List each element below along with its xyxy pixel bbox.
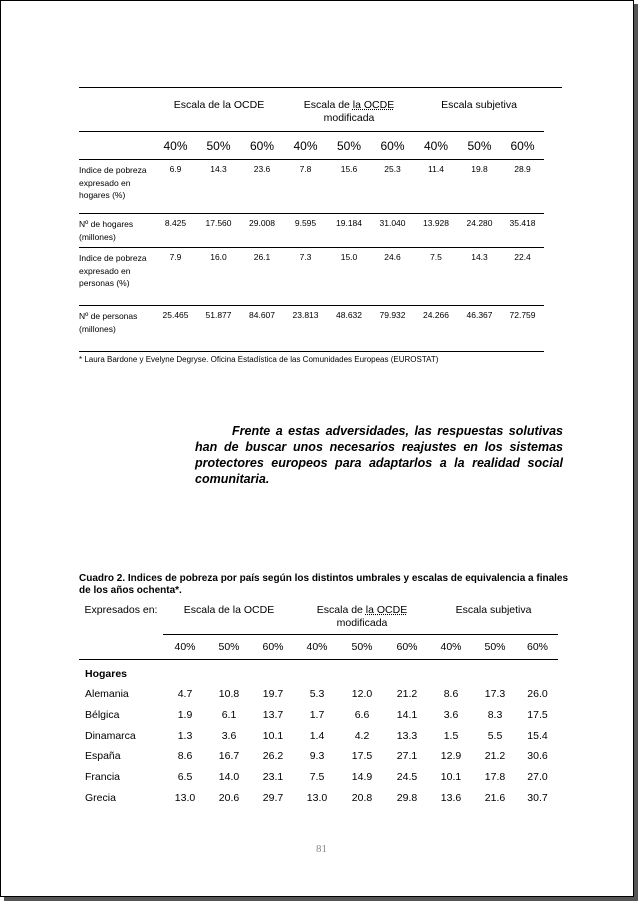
row-label: Indice de pobreza expresado en personas (%)	[79, 248, 154, 306]
section-label: Hogares	[85, 668, 128, 680]
cell: 24.6	[371, 248, 414, 306]
cell: 9.3	[309, 750, 325, 763]
table-row	[79, 705, 558, 726]
pct-cell: 60%	[371, 132, 414, 160]
pct-cell: 60%	[240, 132, 284, 160]
row-label: Nº de hogares (millones)	[79, 214, 154, 248]
row-label: Nº de personas (millones)	[79, 306, 154, 352]
pct-cell: 60%	[501, 132, 544, 160]
cell: 8.425	[154, 214, 197, 248]
cell: 11.4	[414, 160, 458, 214]
table2-section-row	[79, 660, 558, 685]
table-row	[79, 248, 544, 306]
pct-cell: 60%	[385, 635, 429, 660]
top-rule	[79, 87, 562, 88]
group-text: modificada	[323, 112, 375, 124]
pct-cell: 40%	[414, 132, 458, 160]
cell: 84.607	[240, 306, 284, 352]
poverty-table-2	[79, 600, 558, 808]
cell: 9.595	[284, 214, 327, 248]
pct-cell: 50%	[339, 635, 385, 660]
cell: 25.3	[371, 160, 414, 214]
table2-group-subjetiva: Escala subjetiva	[429, 600, 558, 635]
pct-cell: 50%	[207, 635, 251, 660]
cell: 14.0	[218, 771, 240, 784]
cell: 21.2	[484, 750, 506, 763]
cell: 26.0	[527, 688, 548, 701]
cell: 13.928	[414, 214, 458, 248]
cell: 4.2	[354, 729, 370, 742]
pct-cell: 50%	[197, 132, 240, 160]
country-name: España	[85, 750, 121, 763]
cell: 16.7	[218, 750, 240, 763]
cell: 8.3	[487, 709, 503, 722]
cell: 21.6	[484, 791, 506, 804]
group-text: Escala de	[303, 99, 353, 111]
cell: 10.8	[218, 688, 240, 701]
cell: 12.0	[351, 688, 373, 701]
cell: 19.184	[327, 214, 371, 248]
group-text-underlined: la OCDE	[365, 604, 408, 616]
cell: 17.560	[197, 214, 240, 248]
group-text: Escala de	[316, 604, 366, 616]
cell: 26.1	[240, 248, 284, 306]
cell: 6.5	[177, 771, 193, 784]
cell: 19.7	[262, 688, 284, 701]
cell: 15.0	[327, 248, 371, 306]
cell: 15.6	[327, 160, 371, 214]
cell: 24.280	[458, 214, 501, 248]
pct-cell: 40%	[154, 132, 197, 160]
cell: 13.0	[174, 791, 196, 804]
table1-group-ocde: Escala de la OCDE	[154, 95, 284, 132]
table2-caption: Cuadro 2. Indices de pobreza por país según los distintos umbrales y escalas de equivalencia a finales de los años ochenta*.	[79, 573, 569, 596]
cell: 7.8	[284, 160, 327, 214]
cell: 20.6	[218, 791, 240, 804]
cell: 7.9	[154, 248, 197, 306]
table-row	[79, 684, 558, 705]
cell: 31.040	[371, 214, 414, 248]
cell: 29.8	[396, 791, 418, 804]
cell: 1.3	[177, 729, 193, 742]
cell: 16.0	[197, 248, 240, 306]
cell: 72.759	[501, 306, 544, 352]
table2-group-ocde-mod	[295, 600, 429, 635]
cell: 13.0	[306, 791, 328, 804]
cell: 14.1	[396, 709, 418, 722]
table2-group-ocde: Escala de la OCDE	[163, 600, 295, 635]
table1-footnote: * Laura Bardone y Evelyne Degryse. Oficina Estadística de las Comunidades Europeas (EUROSTAT)	[79, 355, 439, 364]
quote-paragraph	[195, 423, 563, 487]
pct-cell: 60%	[517, 635, 558, 660]
cell: 46.367	[458, 306, 501, 352]
cell: 1.7	[309, 709, 325, 722]
cell: 20.8	[351, 791, 373, 804]
poverty-table-1	[79, 95, 544, 352]
cell: 19.8	[458, 160, 501, 214]
cell: 1.9	[177, 709, 193, 722]
cell: 14.3	[458, 248, 501, 306]
pct-cell: 40%	[284, 132, 327, 160]
cell: 27.0	[527, 771, 548, 784]
group-text-underlined: la OCDE	[352, 99, 395, 111]
cell: 23.1	[262, 771, 284, 784]
cell: 35.418	[501, 214, 544, 248]
cell: 29.7	[262, 791, 284, 804]
pct-cell: 40%	[429, 635, 473, 660]
pct-cell: 50%	[473, 635, 517, 660]
cell: 17.8	[484, 771, 506, 784]
cell: 26.2	[262, 750, 284, 763]
table1-percent-row	[79, 132, 544, 160]
cell: 28.9	[501, 160, 544, 214]
cell: 23.6	[240, 160, 284, 214]
cell: 7.5	[309, 771, 325, 784]
country-name: Grecia	[85, 791, 116, 804]
cell: 3.6	[443, 709, 459, 722]
cell: 17.5	[527, 709, 548, 722]
cell: 48.632	[327, 306, 371, 352]
cell: 6.6	[354, 709, 370, 722]
cell: 7.3	[284, 248, 327, 306]
table1-group-header	[79, 95, 544, 132]
pct-cell: 60%	[251, 635, 295, 660]
cell: 14.9	[351, 771, 373, 784]
cell: 10.1	[440, 771, 462, 784]
cell: 17.5	[351, 750, 373, 763]
table-row	[79, 767, 558, 788]
cell: 23.813	[284, 306, 327, 352]
cell: 79.932	[371, 306, 414, 352]
pct-cell: 50%	[327, 132, 371, 160]
cell: 13.3	[396, 729, 418, 742]
cell: 13.6	[440, 791, 462, 804]
table-row	[79, 725, 558, 746]
country-name: Alemania	[85, 688, 129, 701]
cell: 24.5	[396, 771, 418, 784]
cell: 51.877	[197, 306, 240, 352]
cell: 24.266	[414, 306, 458, 352]
page-number: 81	[316, 843, 327, 855]
cell: 6.1	[221, 709, 237, 722]
table-row	[79, 746, 558, 767]
cell: 27.1	[396, 750, 418, 763]
cell: 14.3	[197, 160, 240, 214]
table2-corner: Expresados en:	[84, 604, 158, 616]
table-row	[79, 306, 544, 352]
cell: 5.3	[309, 688, 325, 701]
table1-group-ocde-mod	[284, 95, 414, 132]
pct-cell: 40%	[163, 635, 207, 660]
table-row	[79, 787, 558, 808]
country-name: Bélgica	[85, 709, 120, 722]
cell: 25.465	[154, 306, 197, 352]
cell: 6.9	[154, 160, 197, 214]
cell: 29.008	[240, 214, 284, 248]
group-text: modificada	[336, 616, 388, 629]
table2-group-header	[79, 600, 558, 635]
cell: 12.9	[440, 750, 462, 763]
cell: 1.4	[309, 729, 325, 742]
table2-percent-row	[79, 635, 558, 660]
table2-corner-blank	[79, 635, 163, 660]
cell: 7.5	[414, 248, 458, 306]
cell: 5.5	[487, 729, 503, 742]
row-label: Indice de pobreza expresado en hogares (%)	[79, 160, 154, 214]
table-row	[79, 214, 544, 248]
country-name: Francia	[85, 771, 121, 784]
cell: 30.7	[527, 791, 548, 804]
cell: 30.6	[527, 750, 548, 763]
pct-cell: 40%	[295, 635, 339, 660]
table1-corner	[79, 95, 154, 132]
cell: 4.7	[177, 688, 193, 701]
quote-text: Frente a estas adversidades, las respuestas solutivas han de buscar unos necesarios reajustes en los sistemas protectores europeos para adaptarlos a la realidad social comunitaria.	[195, 424, 563, 486]
pct-cell: 50%	[458, 132, 501, 160]
cell: 1.5	[443, 729, 459, 742]
cell: 8.6	[177, 750, 193, 763]
table1-corner-blank	[79, 132, 154, 160]
table-row	[79, 160, 544, 214]
cell: 8.6	[443, 688, 459, 701]
country-name: Dinamarca	[85, 729, 136, 742]
cell: 3.6	[221, 729, 237, 742]
cell: 15.4	[527, 729, 548, 742]
cell: 10.1	[262, 729, 284, 742]
cell: 17.3	[484, 688, 506, 701]
cell: 13.7	[262, 709, 284, 722]
table1-group-subjetiva: Escala subjetiva	[414, 95, 544, 132]
cell: 22.4	[501, 248, 544, 306]
cell: 21.2	[396, 688, 418, 701]
